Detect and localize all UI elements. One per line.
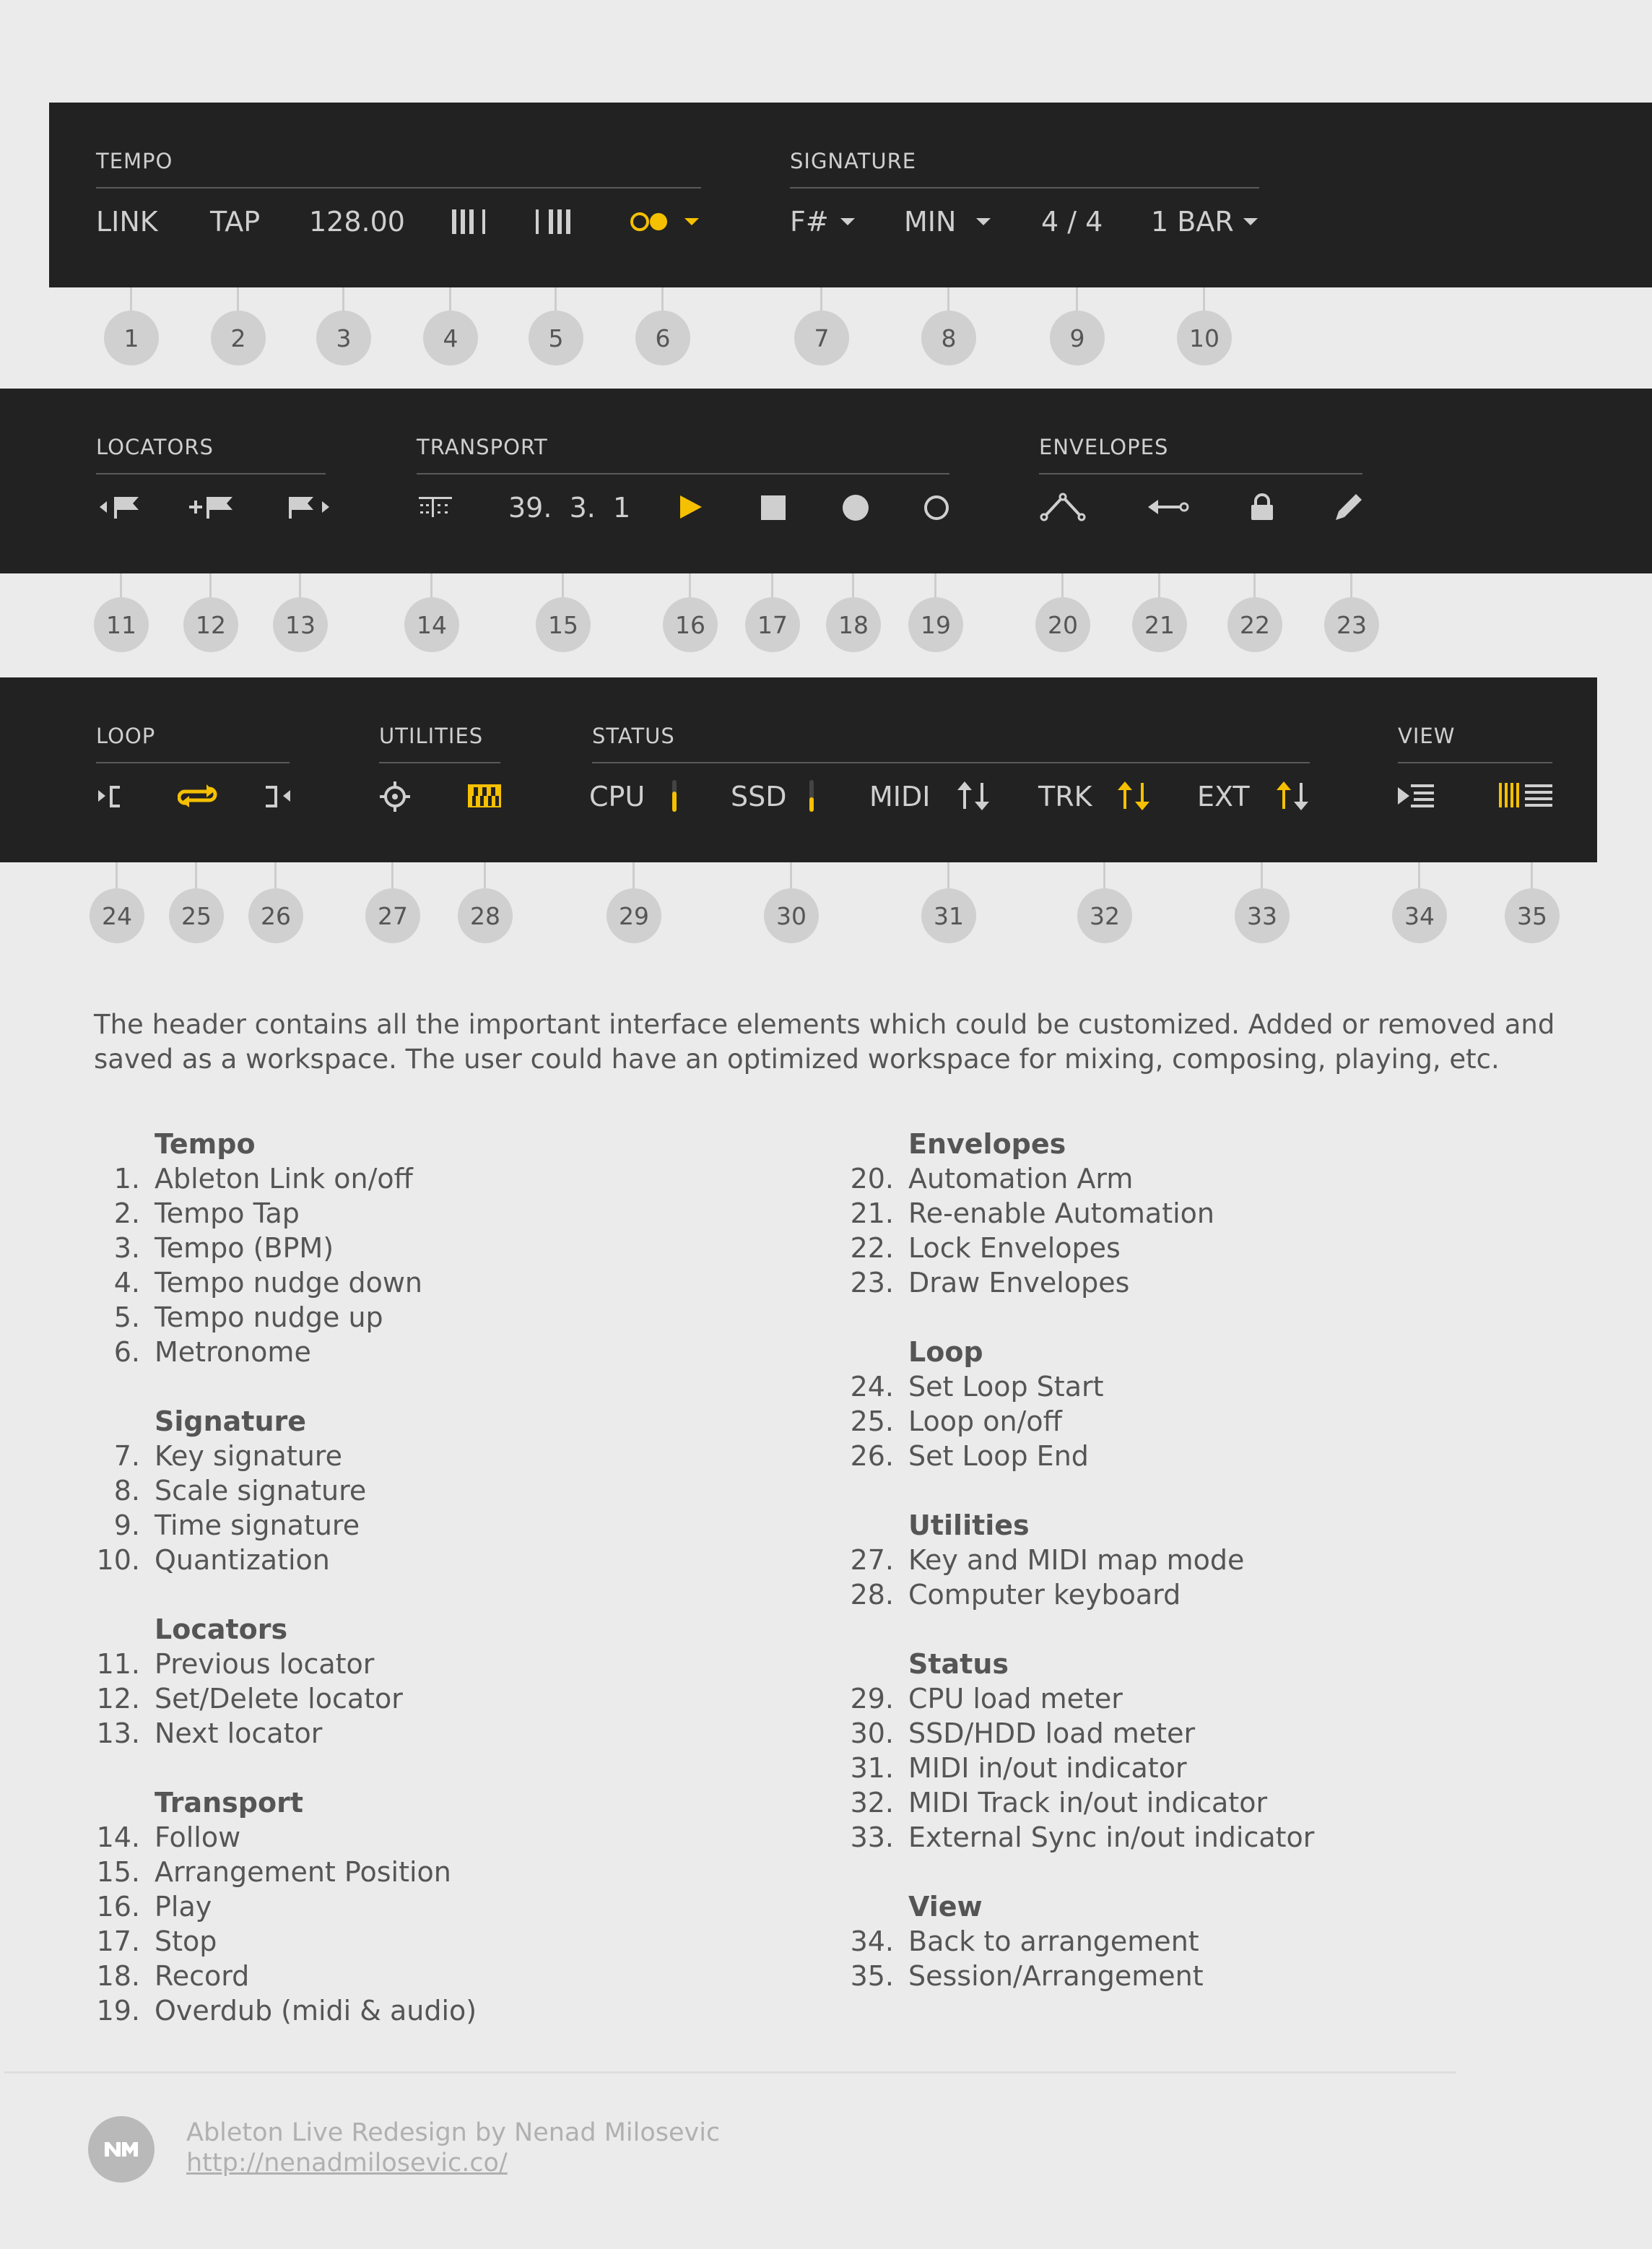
legend-group-title: View — [908, 1891, 983, 1923]
chevron-down-icon — [975, 217, 992, 227]
legend-item — [94, 1647, 816, 1681]
legend-item-label: Tempo nudge down — [155, 1267, 423, 1299]
callout-badge: 20 — [1035, 597, 1090, 652]
callout-line — [661, 287, 664, 313]
callout-badge: 25 — [169, 888, 224, 943]
status-section-label: STATUS — [592, 724, 675, 748]
callout-line — [130, 287, 132, 313]
ssd-label: SSD — [731, 781, 787, 812]
callout-badge: 13 — [273, 597, 328, 652]
legend-item — [848, 1959, 1570, 1993]
footer-divider — [4, 2071, 1456, 2074]
legend-item-label: CPU load meter — [908, 1683, 1123, 1715]
transport-section-divider — [417, 473, 949, 474]
callout-badge: 10 — [1177, 311, 1232, 365]
tempo-nudge-up-icon[interactable] — [534, 208, 575, 235]
legend-item-label: Set/Delete locator — [155, 1683, 403, 1715]
legend-item — [94, 1855, 816, 1889]
legend-item-label: Loop on/off — [908, 1405, 1062, 1437]
legend-item — [848, 1543, 1570, 1577]
legend-group-title: Loop — [908, 1336, 983, 1368]
callout-badge: 5 — [529, 311, 583, 365]
legend-item-number: 8. — [113, 1475, 140, 1507]
legend-item-label: Metronome — [155, 1336, 311, 1368]
legend-item-number: 15. — [96, 1856, 140, 1888]
legend-gap — [94, 1577, 816, 1612]
legend-item — [94, 1439, 816, 1473]
footer-credit — [186, 2118, 720, 2178]
callout-line — [449, 287, 451, 313]
legend-item-label: Record — [155, 1960, 250, 1992]
midi-in-out-arrows-icon — [956, 780, 992, 812]
legend-item-number: 32. — [850, 1787, 894, 1819]
re-enable-automation-icon[interactable] — [1147, 495, 1190, 519]
legend-item — [94, 1820, 816, 1855]
legend-group-title: Transport — [155, 1787, 304, 1819]
callout-badge: 32 — [1077, 888, 1132, 943]
legend-item-number: 14. — [96, 1821, 140, 1853]
legend-item-number: 5. — [113, 1301, 140, 1333]
trk-label: TRK — [1038, 781, 1092, 812]
legend-item-number: 4. — [113, 1267, 140, 1299]
callout-badge: 11 — [94, 597, 149, 652]
status-section-divider — [592, 762, 1310, 763]
key-signature-dropdown[interactable]: F# — [790, 206, 829, 238]
header-bar-locators-transport-envelopes — [0, 389, 1652, 573]
legend-left-column — [94, 1127, 816, 2028]
legend-item-label: External Sync in/out indicator — [908, 1821, 1315, 1853]
legend-item-label: MIDI Track in/out indicator — [908, 1787, 1268, 1819]
legend-item — [848, 1231, 1570, 1265]
legend-item-number: 16. — [96, 1891, 140, 1923]
scale-signature-dropdown[interactable]: MIN — [904, 206, 957, 238]
callout-badge: 4 — [423, 311, 478, 365]
legend-item — [94, 1161, 816, 1196]
legend-item-label: Key and MIDI map mode — [908, 1544, 1245, 1576]
legend-item-number: 23. — [850, 1267, 894, 1299]
legend-item-number: 24. — [850, 1371, 894, 1403]
computer-keyboard-icon[interactable] — [466, 783, 503, 809]
legend-item — [94, 1335, 816, 1369]
legend-group-title: Tempo — [155, 1128, 256, 1160]
callout-badge: 3 — [316, 311, 371, 365]
draw-envelopes-icon[interactable] — [1334, 493, 1363, 521]
header-bar-loop-utilities-status-view — [0, 677, 1597, 862]
callout-badge: 14 — [404, 597, 459, 652]
callout-badge: 19 — [908, 597, 963, 652]
legend-item-number: 12. — [96, 1683, 140, 1715]
legend-item — [848, 1820, 1570, 1855]
legend-item — [848, 1439, 1570, 1473]
callout-badge: 26 — [248, 888, 303, 943]
legend-item-number: 34. — [850, 1925, 894, 1957]
legend-item-label: MIDI in/out indicator — [908, 1752, 1187, 1784]
loop-section-divider — [96, 762, 290, 763]
legend-item-label: Key signature — [155, 1440, 342, 1472]
callout-badge: 12 — [183, 597, 238, 652]
loop-section-label: LOOP — [96, 724, 156, 748]
quantization-dropdown[interactable]: 1 BAR — [1151, 206, 1234, 238]
legend-item-number: 21. — [850, 1197, 894, 1229]
legend-item — [94, 1681, 816, 1716]
callout-badge: 30 — [764, 888, 819, 943]
legend-item — [848, 1751, 1570, 1785]
legend-item — [848, 1196, 1570, 1231]
locators-section-label: LOCATORS — [96, 435, 214, 459]
callout-line — [342, 287, 344, 313]
metronome-icon[interactable] — [630, 209, 702, 234]
chevron-down-icon — [1242, 217, 1259, 227]
callout-badge: 6 — [635, 311, 690, 365]
legend-item-label: Tempo (BPM) — [155, 1232, 334, 1264]
legend-item — [848, 1404, 1570, 1439]
legend-item — [94, 1300, 816, 1335]
portfolio-link[interactable]: http://nenadmilosevic.co/ — [186, 2149, 508, 2178]
previous-locator-icon[interactable] — [98, 493, 142, 521]
legend-item-number: 19. — [96, 1995, 140, 2027]
legend-item-label: Previous locator — [155, 1648, 375, 1680]
ssd-load-meter-icon[interactable] — [807, 780, 816, 812]
callout-line — [555, 287, 557, 313]
callout-badge: 22 — [1227, 597, 1282, 652]
callout-line — [237, 287, 239, 313]
legend-item — [94, 1889, 816, 1924]
legend-item-label: Tempo nudge up — [155, 1301, 383, 1333]
back-to-arrangement-icon[interactable] — [1396, 783, 1435, 809]
signature-section-divider — [790, 187, 1259, 188]
callout-line — [1076, 287, 1078, 313]
legend-item-label: Set Loop End — [908, 1440, 1089, 1472]
external-sync-arrows-icon — [1275, 780, 1311, 812]
arrangement-position-field[interactable]: 39. 3. 1 — [508, 492, 631, 524]
legend-right-column — [848, 1127, 1570, 1993]
callout-badge: 31 — [921, 888, 976, 943]
legend-item-number: 25. — [850, 1405, 894, 1437]
callout-badge: 16 — [663, 597, 718, 652]
transport-section-label: TRANSPORT — [417, 435, 548, 459]
callout-badge: 1 — [104, 311, 159, 365]
key-midi-map-crosshair-icon[interactable] — [378, 780, 412, 813]
legend-item-number: 33. — [850, 1821, 894, 1853]
utilities-section-divider — [379, 762, 500, 763]
callout-badge: 27 — [365, 888, 420, 943]
lock-envelopes-icon[interactable] — [1249, 493, 1275, 521]
overdub-icon[interactable] — [923, 494, 950, 521]
callout-badge: 29 — [607, 888, 661, 943]
legend-item-number: 13. — [96, 1717, 140, 1749]
cpu-load-meter-icon[interactable] — [670, 780, 679, 812]
locators-section-divider — [96, 473, 326, 474]
legend-item-number: 1. — [113, 1163, 140, 1195]
callout-line — [947, 287, 949, 313]
legend-item — [94, 1716, 816, 1751]
legend-item-number: 28. — [850, 1579, 894, 1611]
callout-badge: 28 — [458, 888, 513, 943]
callout-badge: 7 — [794, 311, 849, 365]
legend-item-number: 20. — [850, 1163, 894, 1195]
legend-item-number: 26. — [850, 1440, 894, 1472]
callout-badge: 18 — [826, 597, 881, 652]
legend-item-number: 2. — [113, 1197, 140, 1229]
intro-paragraph: The header contains all the important interface elements which could be customized. Added or removed and saved as a workspace. The user could have an optimized workspace for mixing, composing, playing, etc. — [94, 1009, 1555, 1075]
legend-item-number: 10. — [96, 1544, 140, 1576]
legend-item-number: 17. — [96, 1925, 140, 1957]
legend-item-label: Session/Arrangement — [908, 1960, 1204, 1992]
legend-item-label: Play — [155, 1891, 212, 1923]
legend-item-label: Lock Envelopes — [908, 1232, 1121, 1264]
nm-logo-icon — [105, 2141, 138, 2158]
legend-item-label: Time signature — [155, 1509, 360, 1541]
follow-icon[interactable] — [417, 494, 453, 520]
stop-icon[interactable] — [761, 495, 786, 520]
legend-item — [848, 1924, 1570, 1959]
callout-line — [1203, 287, 1205, 313]
chevron-down-icon — [839, 217, 856, 227]
legend-item — [848, 1577, 1570, 1612]
legend-item-number: 22. — [850, 1232, 894, 1264]
callout-badge: 17 — [745, 597, 800, 652]
legend-item-label: SSD/HDD load meter — [908, 1717, 1196, 1749]
legend-gap — [848, 1612, 1570, 1647]
automation-arm-icon[interactable] — [1040, 491, 1086, 521]
callout-badge: 24 — [90, 888, 144, 943]
legend-item-label: Set Loop Start — [908, 1371, 1104, 1403]
legend-item-number: 31. — [850, 1752, 894, 1784]
tempo-section-label: TEMPO — [96, 149, 173, 173]
session-arrangement-toggle-icon[interactable] — [1497, 781, 1554, 809]
tempo-section-divider — [96, 187, 701, 188]
callout-line — [820, 287, 822, 313]
legend-item-number: 27. — [850, 1544, 894, 1576]
legend-group-title: Status — [908, 1648, 1009, 1680]
legend-item-label: Next locator — [155, 1717, 323, 1749]
callout-badge: 21 — [1132, 597, 1187, 652]
legend-item — [94, 1196, 816, 1231]
legend-item — [848, 1716, 1570, 1751]
callout-badge: 9 — [1050, 311, 1105, 365]
legend-item — [94, 1924, 816, 1959]
author-logo — [88, 2116, 155, 2183]
legend-gap — [848, 1855, 1570, 1889]
legend-gap — [848, 1300, 1570, 1335]
tap-button[interactable]: TAP — [210, 206, 261, 238]
legend-item-label: Follow — [155, 1821, 241, 1853]
legend-item-label: Computer keyboard — [908, 1579, 1181, 1611]
legend-group-title: Locators — [155, 1613, 288, 1645]
set-loop-end-icon[interactable] — [263, 781, 292, 810]
legend-item-number: 18. — [96, 1960, 140, 1992]
legend-item-number: 11. — [96, 1648, 140, 1680]
legend-item-label: Re-enable Automation — [908, 1197, 1214, 1229]
utilities-section-label: UTILITIES — [379, 724, 484, 748]
legend-group-title: Envelopes — [908, 1128, 1066, 1160]
callout-badge: 35 — [1505, 888, 1560, 943]
record-icon[interactable] — [842, 494, 869, 521]
legend-gap — [94, 1369, 816, 1404]
legend-item-label: Back to arrangement — [908, 1925, 1199, 1957]
legend-item-number: 6. — [113, 1336, 140, 1368]
legend-item-number: 9. — [113, 1509, 140, 1541]
callout-badge: 33 — [1235, 888, 1290, 943]
track-in-out-arrows-icon — [1116, 780, 1152, 812]
legend-item — [848, 1681, 1570, 1716]
legend-item-label: Arrangement Position — [155, 1856, 451, 1888]
legend-item-label: Stop — [155, 1925, 217, 1957]
midi-label: MIDI — [869, 781, 931, 812]
callout-badge: 2 — [211, 311, 266, 365]
legend-item — [848, 1265, 1570, 1300]
legend-item — [94, 1993, 816, 2028]
ext-label: EXT — [1197, 781, 1250, 812]
callout-badge: 23 — [1324, 597, 1379, 652]
view-section-divider — [1398, 762, 1552, 763]
envelopes-section-divider — [1039, 473, 1362, 474]
legend-item — [94, 1473, 816, 1508]
legend-item-label: Draw Envelopes — [908, 1267, 1130, 1299]
signature-section-label: SIGNATURE — [790, 149, 917, 173]
legend-item-label: Tempo Tap — [155, 1197, 300, 1229]
legend-item — [848, 1785, 1570, 1820]
play-icon[interactable] — [679, 494, 703, 520]
callout-badge: 34 — [1392, 888, 1447, 943]
legend-item — [94, 1508, 816, 1543]
legend-item — [94, 1265, 816, 1300]
time-signature-field[interactable]: 4 / 4 — [1041, 206, 1103, 238]
set-loop-start-icon[interactable] — [97, 781, 123, 810]
legend-item-label: Quantization — [155, 1544, 330, 1576]
header-bar-tempo-signature — [49, 103, 1652, 287]
legend-item — [94, 1231, 816, 1265]
legend-item — [94, 1959, 816, 1993]
legend-item-number: 30. — [850, 1717, 894, 1749]
link-button[interactable]: LINK — [96, 206, 158, 238]
set-delete-locator-icon[interactable] — [188, 493, 235, 521]
next-locator-icon[interactable] — [287, 493, 331, 521]
legend-item-number: 29. — [850, 1683, 894, 1715]
credit-text: Ableton Live Redesign by Nenad Milosevic — [186, 2118, 721, 2147]
legend-group-title: Signature — [155, 1405, 307, 1437]
legend-item-number: 7. — [113, 1440, 140, 1472]
legend-group-title: Utilities — [908, 1509, 1030, 1541]
loop-toggle-icon[interactable] — [178, 781, 218, 810]
legend-gap — [94, 1751, 816, 1785]
legend-item-label: Ableton Link on/off — [155, 1163, 413, 1195]
tempo-bpm-field[interactable]: 128.00 — [309, 206, 405, 238]
tempo-nudge-down-icon[interactable] — [451, 208, 491, 235]
callout-badge: 15 — [536, 597, 591, 652]
legend-item — [848, 1369, 1570, 1404]
legend-item — [94, 1543, 816, 1577]
legend-item-number: 3. — [113, 1232, 140, 1264]
cpu-label: CPU — [589, 781, 645, 812]
legend-gap — [848, 1473, 1570, 1508]
legend-item-label: Scale signature — [155, 1475, 367, 1507]
legend-item-label: Automation Arm — [908, 1163, 1134, 1195]
legend-item — [848, 1161, 1570, 1196]
view-section-label: VIEW — [1398, 724, 1456, 748]
legend-item-number: 35. — [850, 1960, 894, 1992]
envelopes-section-label: ENVELOPES — [1039, 435, 1169, 459]
callout-badge: 8 — [921, 311, 976, 365]
legend-item-label: Overdub (midi & audio) — [155, 1995, 477, 2027]
